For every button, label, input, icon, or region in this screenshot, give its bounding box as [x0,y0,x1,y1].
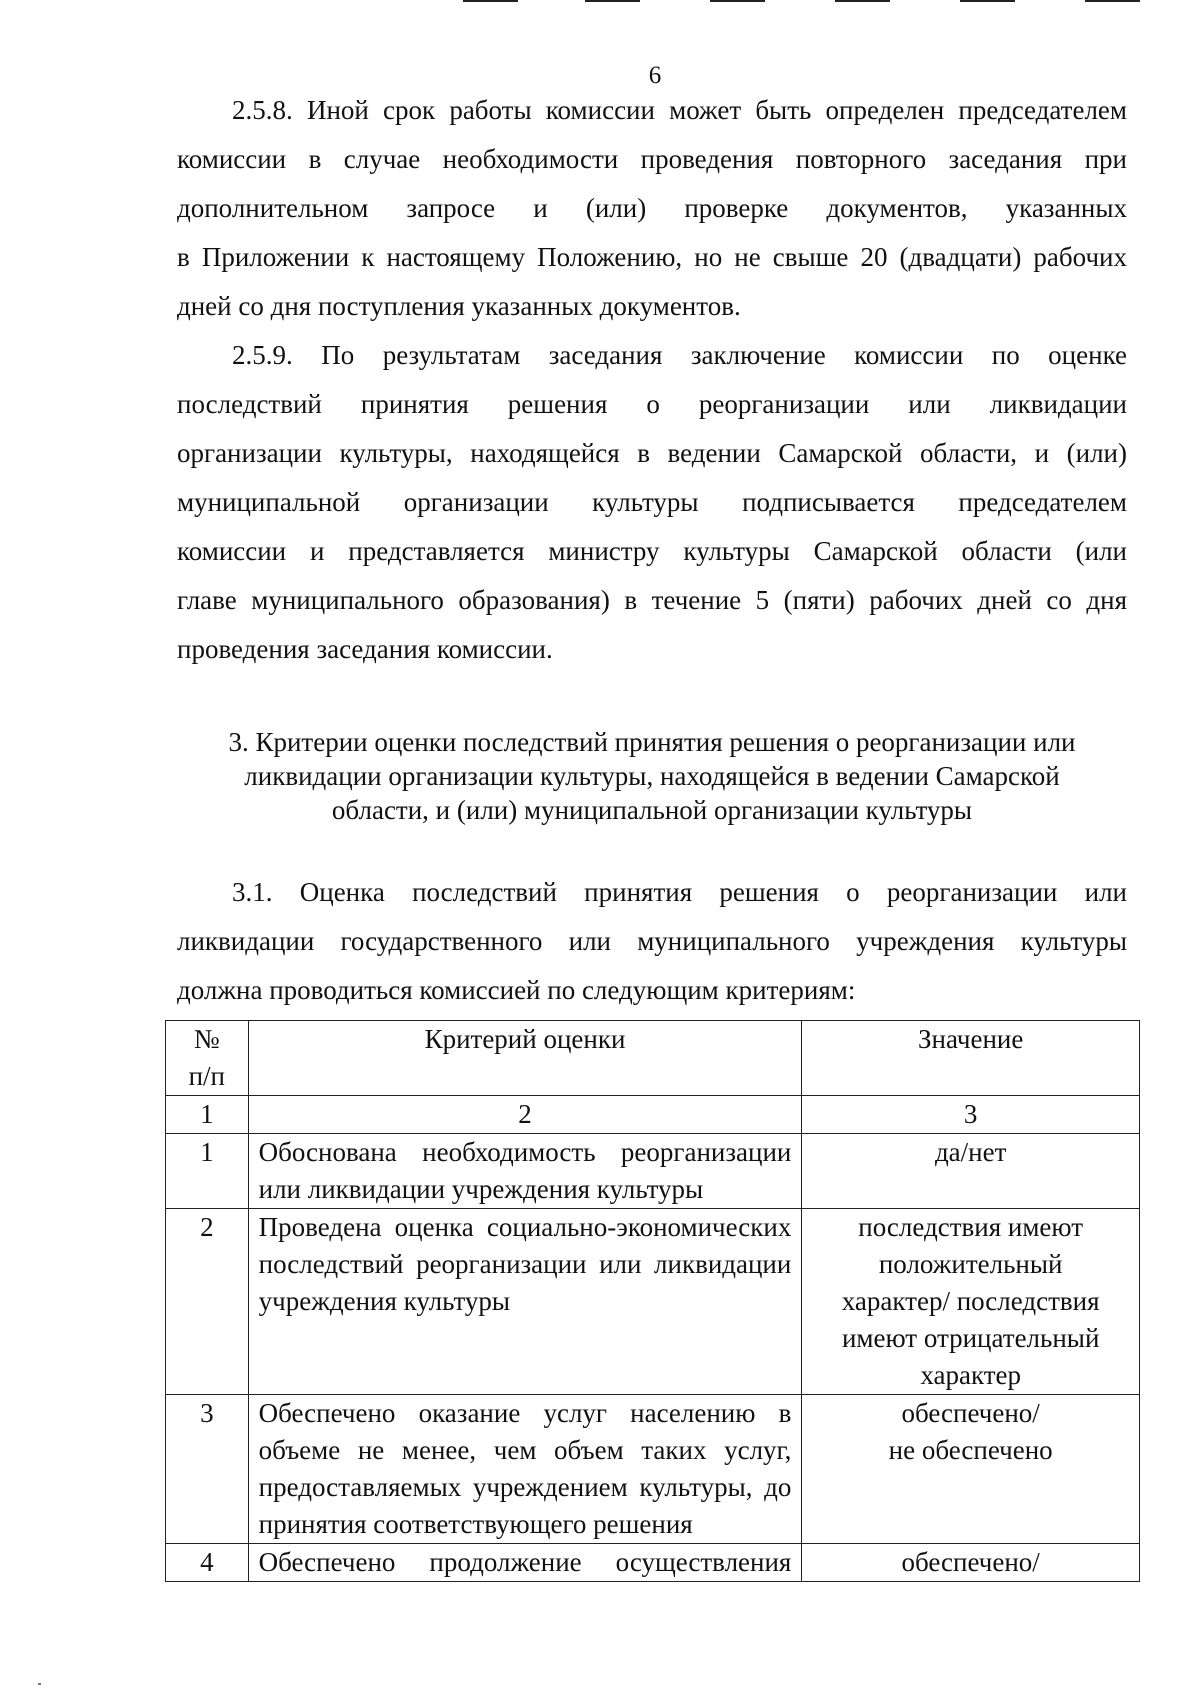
criterion-line: предоставляемых учреждением культуры, до [258,1472,792,1502]
value-line: обеспечено/ [901,1398,1040,1428]
criterion-line: учреждения культуры [258,1286,511,1316]
header-num-line: № [193,1024,220,1054]
row-criterion-cell [248,1134,802,1209]
text-line: организации культуры, находящейся в ведении Самарской области, и (или) [177,438,1127,468]
value-line: да/нет [934,1137,1007,1167]
heading-line: области, и (или) муниципальной организации культуры [331,795,973,825]
value-line: не обеспечено [888,1435,1053,1465]
top-edge-mark [710,0,765,2]
row-num-cell: 1 [166,1134,249,1209]
header-criterion-cell: Критерий оценки [248,1021,802,1096]
criterion-line: последствий реорганизации или ликвидации [258,1249,792,1279]
text-line: муниципальной организации культуры подписывается председателем [177,487,1127,517]
table-row [166,1134,1140,1209]
table-row [166,1544,1140,1582]
top-edge-mark [835,0,890,2]
row-criterion-cell [248,1395,802,1544]
row-value-cell [802,1544,1140,1582]
table-row [166,1209,1140,1395]
text-line: дней со дня поступления указанных документов. [177,291,741,321]
criterion-line: принятия соответствующего решения [258,1509,693,1539]
table-row [166,1395,1140,1544]
text-line: ликвидации государственного или муниципального учреждения культуры [177,926,1127,956]
criterion-line: объеме не менее, чем объем таких услуг, [258,1435,792,1465]
text-line: должна проводиться комиссией по следующим критериям: [177,975,856,1005]
criterion-line: Проведена оценка социально-экономических [258,1212,792,1242]
text-line: 2.5.9. По результатам заседания заключение комиссии по оценке [232,340,1127,370]
text-line: главе муниципального образования) в течение 5 (пяти) рабочих дней со дня [177,585,1127,615]
criteria-table [165,1020,1140,1582]
text-line: 2.5.8. Иной срок работы комиссии может быть определен председателем [232,95,1127,125]
row-value-cell [802,1134,1140,1209]
header-num-cell [166,1021,249,1096]
text-line: в Приложении к настоящему Положению, но не свыше 20 (двадцати) рабочих [177,242,1127,272]
column-number-cell: 1 [166,1096,249,1134]
value-line: характер [920,1360,1021,1390]
text-line: комиссии и представляется министру культуры Самарской области (или [177,536,1127,566]
heading-line: ликвидации организации культуры, находящейся в ведении Самарской [244,761,1060,791]
heading-line: 3. Критерии оценки последствий принятия решения о реорганизации или [228,727,1076,757]
scan-mark [38,1683,41,1685]
row-num-cell: 4 [166,1544,249,1582]
header-value-cell: Значение [802,1021,1140,1096]
top-edge-mark [585,0,640,2]
page-number: 6 [648,62,662,89]
column-number-row [166,1096,1140,1134]
text-line: проведения заседания комиссии. [177,634,553,664]
criterion-line: Обоснована необходимость реорганизации [258,1137,792,1167]
paragraph-3-1 [177,868,1127,1015]
column-number-cell: 2 [248,1096,802,1134]
text-line: 3.1. Оценка последствий принятия решения о реорганизации или [232,877,1127,907]
row-criterion-cell [248,1544,802,1582]
top-edge-mark [960,0,1015,2]
value-line: обеспечено/ [901,1547,1040,1577]
paragraph-2-5-9 [177,331,1127,674]
text-line: дополнительном запросе и (или) проверке документов, указанных [177,193,1127,223]
row-criterion-cell [248,1209,802,1395]
column-number-cell: 3 [802,1096,1140,1134]
value-line: характер/ последствия [841,1286,1100,1316]
criterion-line: или ликвидации учреждения культуры [258,1174,704,1204]
criterion-line: Обеспечено оказание услуг населению в [258,1398,792,1428]
section-3-heading [177,725,1127,827]
value-line: последствия имеют [858,1212,1084,1242]
top-edge-mark [1085,0,1140,2]
table-header-row [166,1021,1140,1096]
row-num-cell: 3 [166,1395,249,1544]
text-line: последствий принятия решения о реорганизации или ликвидации [177,389,1127,419]
header-num-line: п/п [188,1061,226,1091]
paragraph-2-5-8 [177,86,1127,331]
row-value-cell [802,1395,1140,1544]
value-line: имеют отрицательный [841,1323,1100,1353]
text-line: комиссии в случае необходимости проведения повторного заседания при [177,144,1127,174]
criterion-line: Обеспечено продолжение осуществления [258,1547,792,1577]
row-num-cell: 2 [166,1209,249,1395]
value-line: положительный [878,1249,1063,1279]
row-value-cell [802,1209,1140,1395]
top-edge-mark [463,0,518,2]
